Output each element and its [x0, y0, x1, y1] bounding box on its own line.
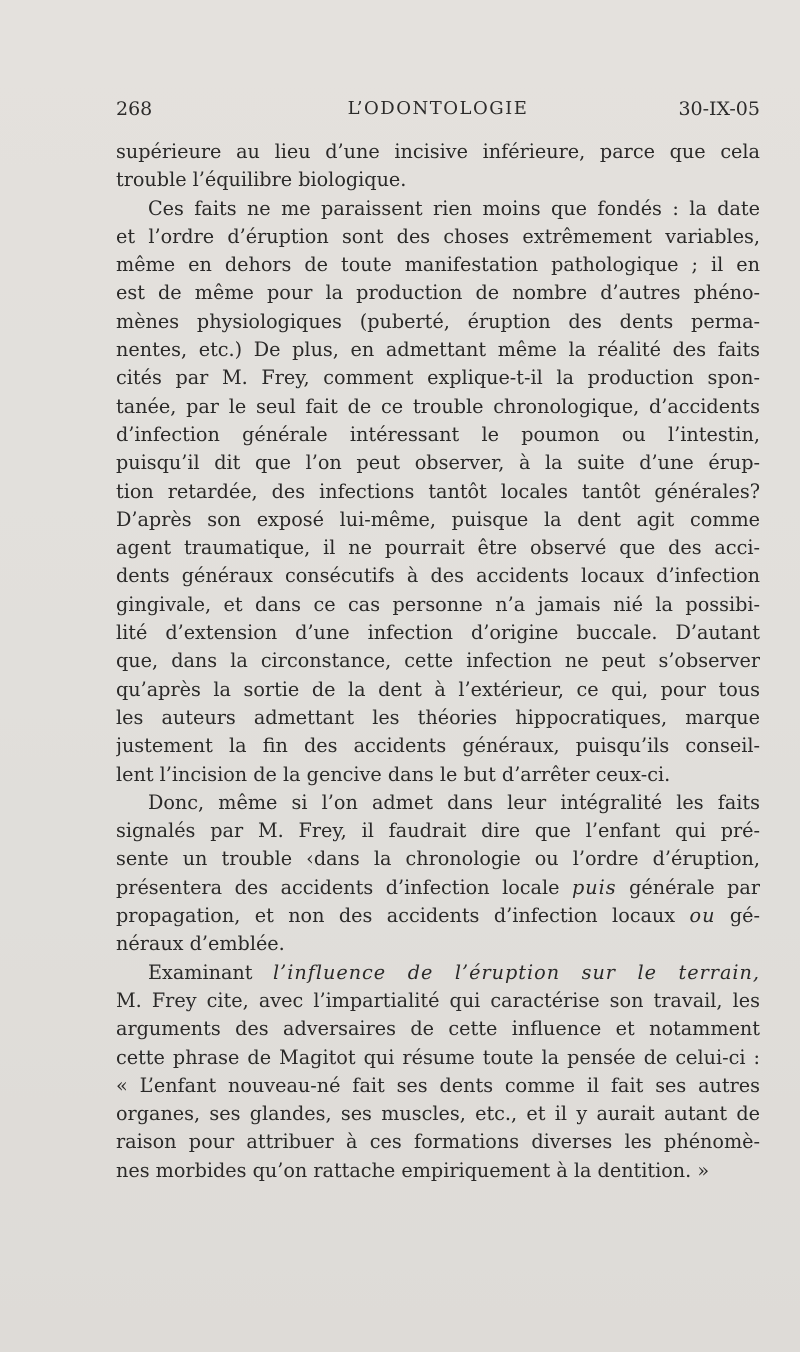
text-line: cités par M. Frey, comment explique-t-il la production spon- — [116, 366, 760, 390]
text-line: « L’enfant nouveau-né fait ses dents comme il fait ses autres — [116, 1073, 760, 1097]
text-line: arguments des adversaires de cette influence et notamment — [116, 1017, 760, 1041]
text-line: supérieure au lieu d’une incisive inférieure, parce que cela — [116, 140, 760, 163]
text-line: qu’après la sortie de la dent à l’extérieur, ce qui, pour tous — [116, 677, 760, 701]
text-line: agent traumatique, il ne pourrait être observé que des acci- — [116, 536, 760, 560]
text-line — [116, 902, 760, 930]
text-line: lité d’extension d’une infection d’origine buccale. D’autant — [116, 621, 760, 645]
line-segment: propagation, et non des accidents d’infection locaux — [116, 904, 690, 928]
running-header — [116, 98, 760, 128]
line-segment: Examinant — [148, 960, 274, 984]
text-line: nentes, etc.) De plus, en admettant même la réalité des faits — [116, 338, 760, 362]
text-line: trouble l’équilibre biologique. — [116, 168, 407, 192]
line-segment: gé- — [715, 904, 760, 928]
text-line: est de même pour la production de nombre d’autres phéno- — [116, 281, 760, 305]
line-segment: générale par — [616, 875, 760, 899]
line-segment: présentera des accidents d’infection locale — [116, 875, 572, 899]
text-line: d’infection générale intéressant le poumon ou l’intestin, — [116, 422, 760, 446]
text-line: lent l’incision de la gencive dans le but d’arrêter ceux-ci. — [116, 762, 671, 786]
text-line: tion retardée, des infections tantôt locales tantôt générales? — [116, 479, 760, 503]
text-line: signalés par M. Frey, il faudrait dire que l’enfant qui pré- — [116, 819, 760, 843]
text-line: puisqu’il dit que l’on peut observer, à la suite d’une érup- — [116, 451, 760, 475]
issue-date: 30-IX-05 — [678, 98, 760, 120]
text-line: raison pour attribuer à ces formations diverses les phénomè- — [116, 1130, 760, 1154]
text-line: dents généraux consécutifs à des accidents locaux d’infection — [116, 564, 760, 588]
text-line: même en dehors de toute manifestation pathologique ; il en — [116, 253, 760, 277]
text-line: les auteurs admettant les théories hippocratiques, marque — [116, 705, 760, 729]
text-line: Donc, même si l’on admet dans leur intégralité les faits — [148, 790, 760, 814]
text-line: que, dans la circonstance, cette infection ne peut s’observer — [116, 649, 760, 673]
text-line: justement la fin des accidents généraux, puisqu’ils conseil- — [116, 734, 760, 758]
body-text — [116, 138, 760, 1185]
text-line: nes morbides qu’on rattache empiriquement à la dentition. » — [116, 1158, 710, 1182]
running-title: L’ODONTOLOGIE — [347, 98, 529, 119]
text-line: M. Frey cite, avec l’impartialité qui caractérise son travail, les — [116, 988, 760, 1012]
italic-phrase: l’influence de l’éruption sur le terrain, — [273, 960, 760, 984]
text-line: néraux d’emblée. — [116, 932, 285, 956]
text-line — [116, 959, 760, 987]
text-line: tanée, par le seul fait de ce trouble chronologique, d’accidents — [116, 394, 760, 418]
text-line: Ces faits ne me paraissent rien moins que fondés : la date — [148, 196, 760, 220]
text-line: D’après son exposé lui-même, puisque la dent agit comme — [116, 507, 760, 531]
text-line: et l’ordre d’éruption sont des choses extrêmement variables, — [116, 224, 760, 248]
page-number: 268 — [116, 98, 153, 120]
text-line — [116, 874, 760, 902]
text-line: sente un trouble ‹dans la chronologie ou l’ordre d’éruption, — [116, 847, 760, 871]
text-line: cette phrase de Magitot qui résume toute la pensée de celui-ci : — [116, 1045, 760, 1069]
italic-word: ou — [689, 904, 716, 928]
text-line: organes, ses glandes, ses muscles, etc., et il y aurait autant de — [116, 1102, 760, 1126]
text-line: mènes physiologiques (puberté, éruption des dents perma- — [116, 309, 760, 333]
text-line: gingivale, et dans ce cas personne n’a jamais nié la possibi- — [116, 592, 760, 616]
italic-word: puis — [571, 875, 617, 899]
